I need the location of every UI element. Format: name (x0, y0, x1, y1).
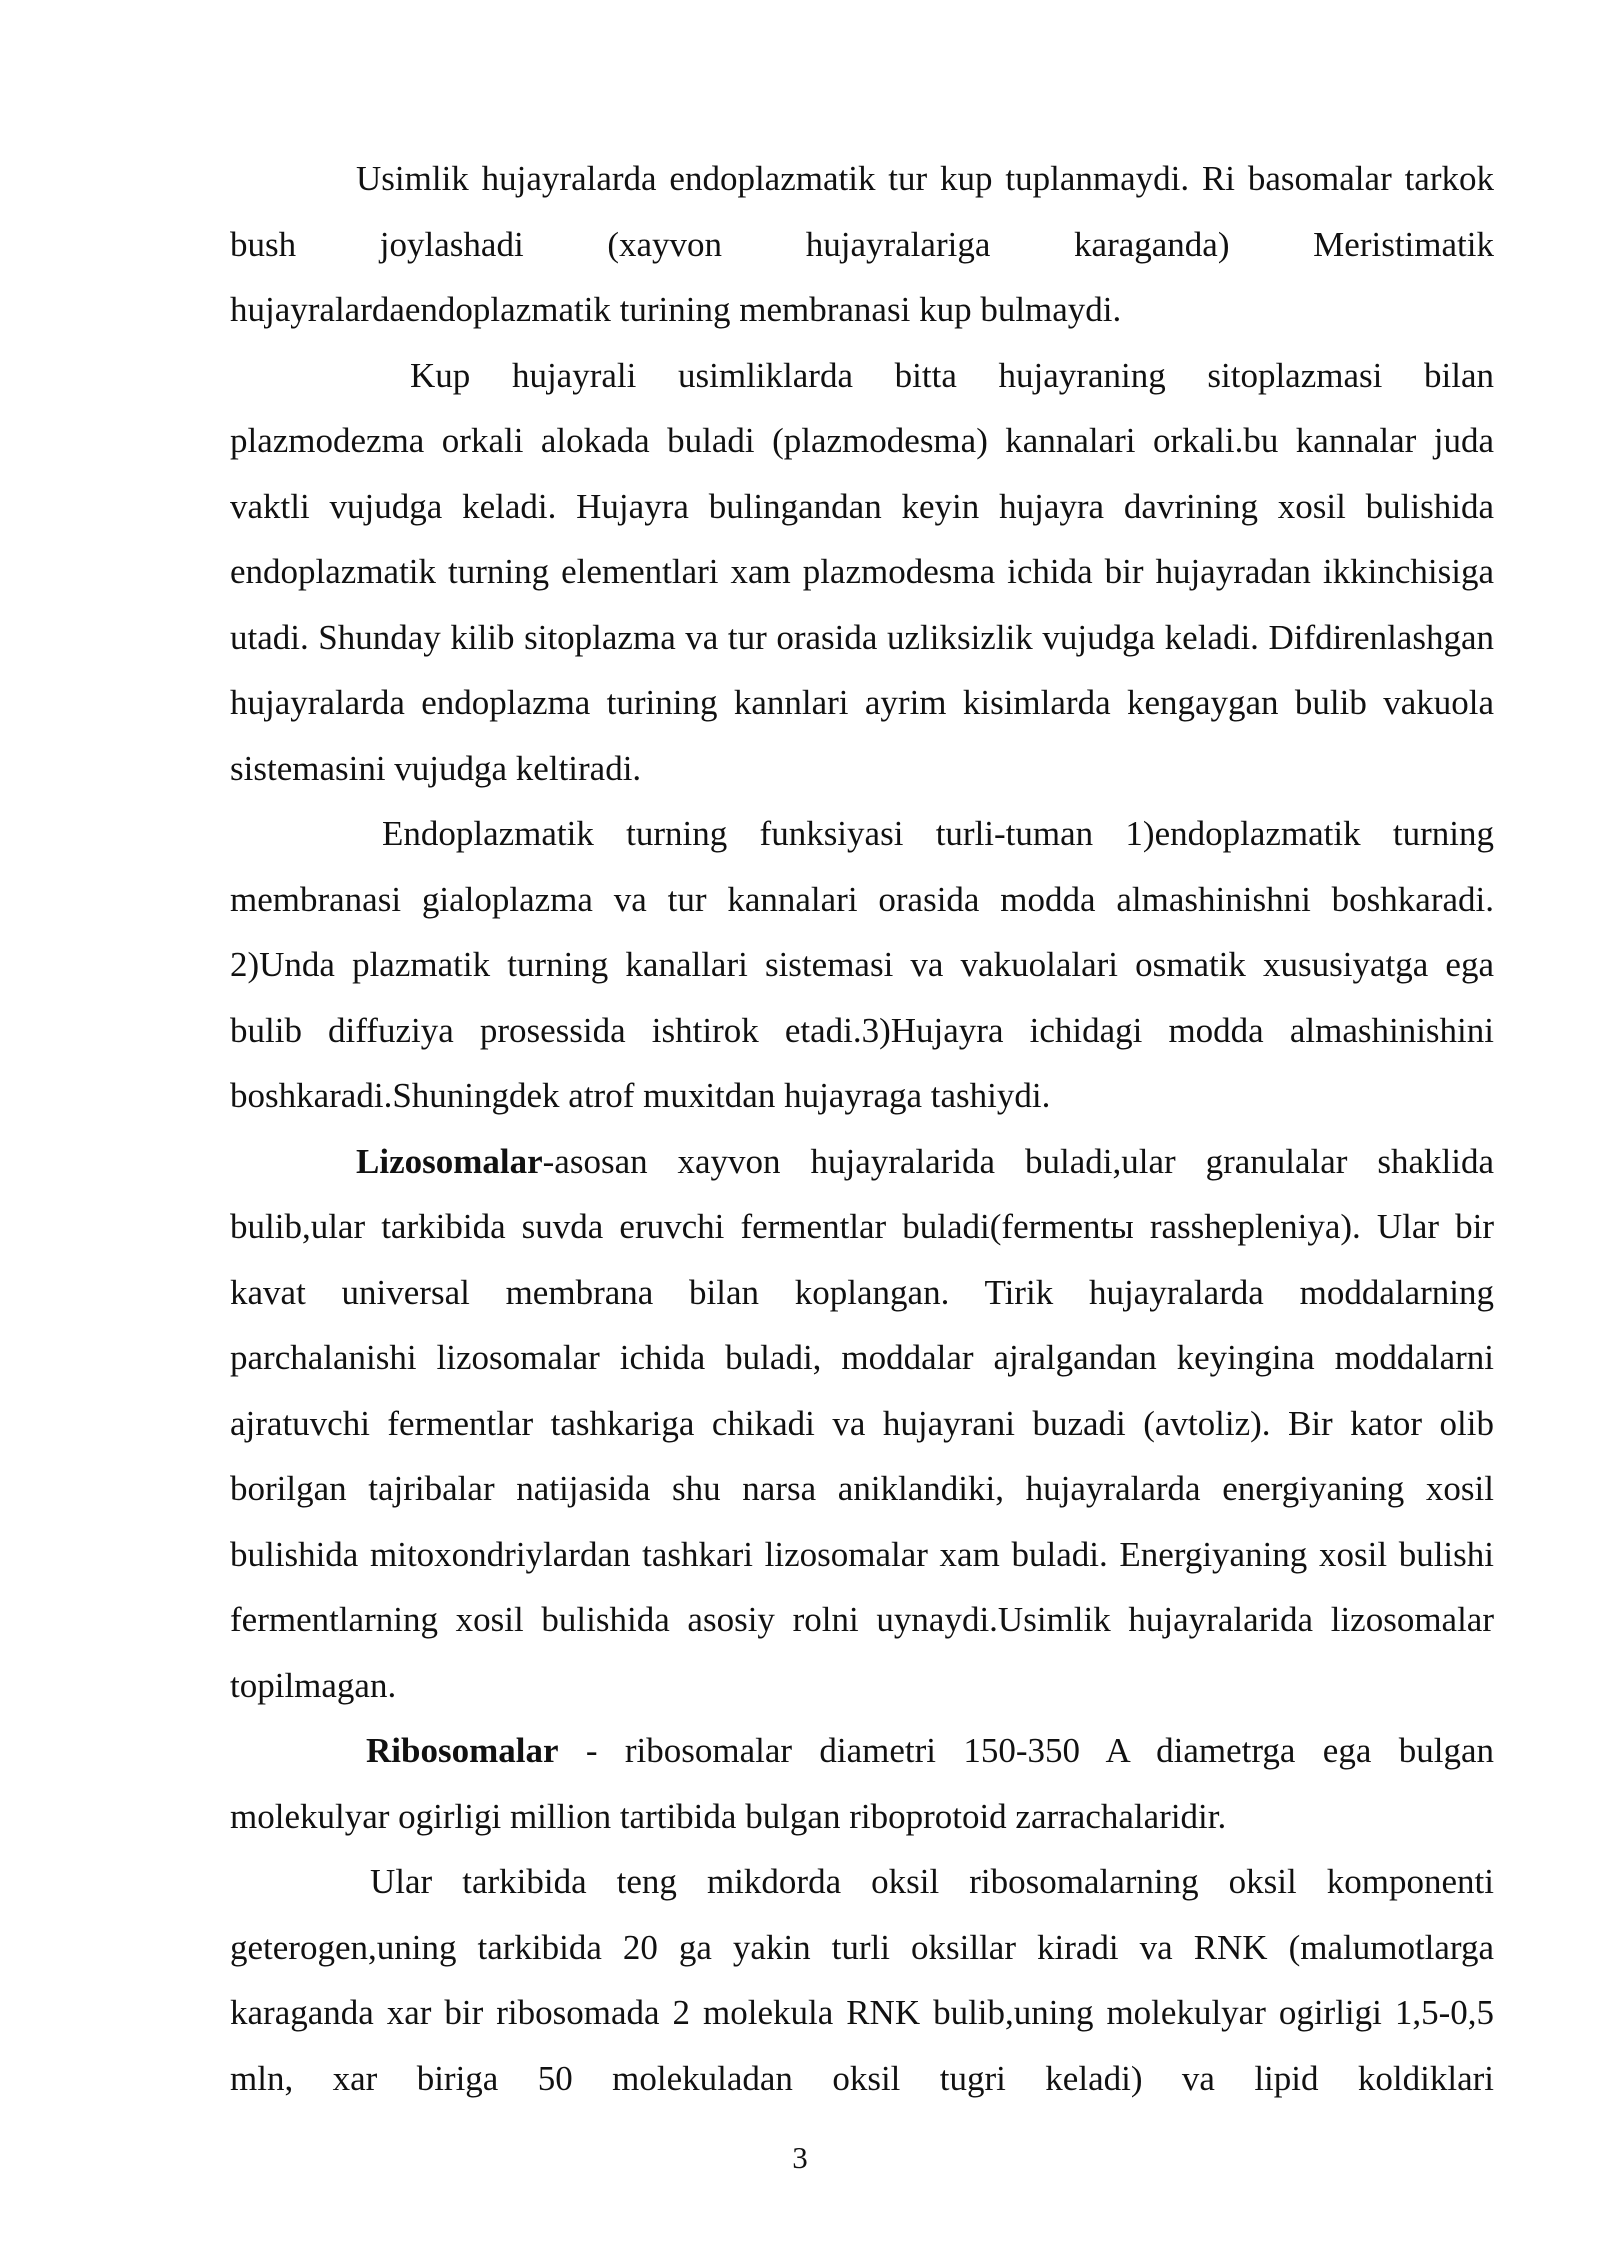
paragraph-text: Endoplazmatik turning funksiyasi turli-tuman 1)endoplazmatik turning membranasi gialoplazma va tur kannalari orasida modda almashinishni boshkaradi. 2)Unda plazmatik turning kanallari sistemasi va vakuolalari osmatik xususiyatga ega bulib diffuziya prosessida ishtirok etadi.3)Hujayra ichidagi modda almashinishini boshkaradi.Shuningdek atrof muxitdan hujayraga tashiydi. (230, 814, 1494, 1115)
paragraph-ribosomes (230, 1718, 1494, 1849)
paragraph-text: Ular tarkibida teng mikdorda oksil ribosomalarning oksil komponenti geterogen,uning tarkibida 20 ga yakin turli oksillar kiradi va RNK (malumotlarga karaganda xar bir ribosomada 2 molekula RNK bulib,uning molekulyar ogirligi 1,5-0,5 mln, xar biriga 50 molekuladan oksil tugri keladi) va lipid koldiklari (230, 1862, 1494, 2098)
paragraph-text: Kup hujayrali usimliklarda bitta hujayraning sitoplazmasi bilan plazmodezma orkali alokada buladi (plazmodesma) kannalari orkali.bu kannalar juda vaktli vujudga keladi. Hujayra bulingandan keyin hujayra davrining xosil bulishida endoplazmatik turning elementlari xam plazmodesma ichida bir hujayradan ikkinchisiga utadi. Shunday kilib sitoplazma va tur orasida uzliksizlik vujudga keladi. Difdirenlashgan hujayralarda endoplazma turining kannlari ayrim kisimlarda kengaygan bulib vakuola sistemasini vujudga keltiradi. (230, 355, 1494, 788)
term-ribosomes: Ribosomalar (366, 1731, 559, 1770)
paragraph-endoplasmic-function (230, 801, 1494, 1129)
paragraph-text: Usimlik hujayralarda endoplazmatik tur kup tuplanmaydi. Ri basomalar tarkok bush joylashadi (xayvon hujayralariga karaganda) Meristimatik hujayralardaendoplazmatik turining membranasi kup bulmaydi. (230, 159, 1494, 329)
body-text (230, 146, 1494, 2111)
term-lysosomes: Lizosomalar (356, 1141, 543, 1181)
paragraph-text: -asosan xayvon hujayralarida buladi,ular granulalar shaklida bulib,ular tarkibida suvda eruvchi fermentlar buladi(fermentы rasshepleniya). Ular bir kavat universal membrana bilan koplangan. Tirik hujayralarda moddalarning parchalanishi lizosomalar ichida buladi, moddalar ajralgandan keyingina moddalarni ajratuvchi fermentlar tashkariga chikadi va hujayrani buzadi (avtoliz). Bir kator olib borilgan tajribalar natijasida shu narsa aniklandiki, hujayralarda energiyaning xosil bulishida mitoxondriylardan tashkari lizosomalar xam buladi. Energiyaning xosil bulishi fermentlarning xosil bulishida asosiy rolni uynaydi.Usimlik hujayralarida lizosomalar topilmagan. (230, 1141, 1494, 1705)
paragraph-plasmodesma (230, 343, 1494, 802)
paragraph-lysosomes (230, 1129, 1494, 1719)
page-number: 3 (792, 2140, 808, 2175)
paragraph-endoplasmic-plants (230, 146, 1494, 343)
paragraph-text: - ribosomalar diametri 150-350 A diametrga ega bulgan molekulyar ogirligi million tartibida bulgan riboprotoid zarrachalaridir. (230, 1731, 1494, 1836)
paragraph-ribosome-composition (230, 1849, 1494, 2111)
